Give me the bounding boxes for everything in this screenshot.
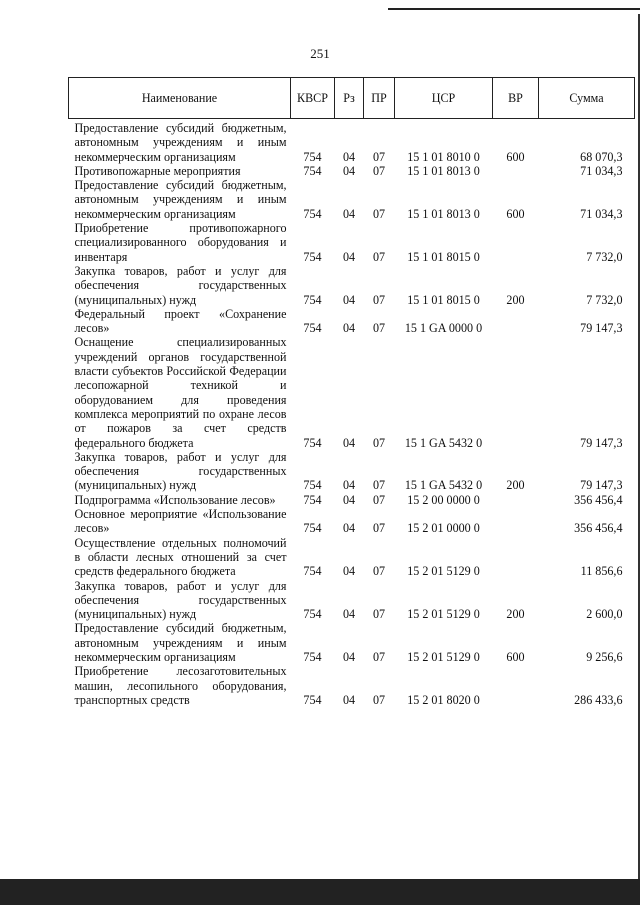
row-rz: 04 [342,607,356,622]
row-pr: 07 [372,607,386,622]
row-rz: 04 [342,649,356,664]
row-rz: 04 [342,163,356,178]
row-csr: 15 2 01 0000 0 [407,521,480,536]
row-sum: 79 147,3 [580,435,623,450]
row-sum: 79 147,3 [580,478,623,493]
row-sum: 9 256,6 [586,649,623,664]
row-pr: 07 [372,492,386,507]
row-name: Основное мероприятие «Использование лесов» [74,507,287,536]
row-vr [493,664,539,707]
row-name: Федеральный проект «Сохранение лесов» [74,306,287,336]
header-pr: ПР [364,78,395,119]
row-csr: 15 1 GA 0000 0 [404,321,483,336]
row-name: Закупка товаров, работ и услуг для обеспечения государственных (муниципальных) нужд [74,263,287,307]
row-vr [493,507,539,536]
row-csr: 15 1 01 8015 0 [407,292,480,307]
row-pr: 07 [372,149,386,164]
table-header-row [69,78,635,119]
row-vr: 600 [506,206,525,221]
row-name: Предоставление субсидий бюджетным, автономным учреждениям и иным некоммерческим организациям [74,178,287,221]
row-rz: 04 [342,321,356,336]
row-sum: 68 070,3 [580,149,623,164]
row-name: Оснащение специализированных учреждений органов государственной власти субъектов Российской Федерации лесопожарной техникой и оборудованием для проведения комплекса мероприятий по охране лесов от пожаров за счет средств федерального бюджета [74,335,287,450]
row-pr: 07 [372,321,386,336]
top-rule [388,8,640,10]
row-sum: 79 147,3 [580,321,623,336]
row-rz: 04 [342,206,356,221]
row-name: Предоставление субсидий бюджетным, автономным учреждениям и иным некоммерческим организациям [74,121,287,164]
row-pr: 07 [372,521,386,536]
row-kvsr: 754 [303,292,322,307]
row-vr [493,536,539,579]
row-kvsr: 754 [303,206,322,221]
row-name: Противопожарные мероприятия [74,163,241,178]
row-csr: 15 2 00 0000 0 [407,492,480,507]
row-sum: 356 456,4 [574,492,623,507]
row-csr: 15 2 01 5129 0 [407,649,480,664]
table-row [69,493,635,507]
row-name: Закупка товаров, работ и услуг для обеспечения государственных (муниципальных) нужд [74,449,287,493]
row-sum: 286 433,6 [574,692,623,707]
row-kvsr: 754 [303,521,322,536]
row-sum: 71 034,3 [580,206,623,221]
budget-table [68,77,635,707]
row-name: Предоставление субсидий бюджетным, автономным учреждениям и иным некоммерческим организациям [74,621,287,664]
header-sum: Сумма [539,78,635,119]
row-kvsr: 754 [303,564,322,579]
table-row [69,507,635,536]
row-name: Приобретение противопожарного специализированного оборудования и инвентаря [74,221,287,264]
table-row [69,664,635,707]
row-rz: 04 [342,692,356,707]
row-rz: 04 [342,249,356,264]
row-vr [493,164,539,178]
row-pr: 07 [372,564,386,579]
row-rz: 04 [342,149,356,164]
row-sum: 7 732,0 [586,292,623,307]
row-vr: 200 [506,292,525,307]
row-csr: 15 1 01 8010 0 [407,149,480,164]
row-pr: 07 [372,435,386,450]
row-rz: 04 [342,521,356,536]
row-kvsr: 754 [303,692,322,707]
row-csr: 15 1 GA 5432 0 [404,435,483,450]
row-pr: 07 [372,649,386,664]
table-row [69,264,635,307]
row-sum: 11 856,6 [580,564,623,579]
row-csr: 15 1 01 8015 0 [407,249,480,264]
row-vr: 600 [506,649,525,664]
header-csr: ЦСР [395,78,493,119]
row-kvsr: 754 [303,435,322,450]
row-vr [493,307,539,336]
table-row [69,450,635,493]
table-row [69,221,635,264]
row-vr [493,493,539,507]
table-row [69,536,635,579]
row-vr: 600 [506,149,525,164]
table-row [69,178,635,221]
row-rz: 04 [342,292,356,307]
row-vr: 200 [506,478,525,493]
row-name: Закупка товаров, работ и услуг для обеспечения государственных (муниципальных) нужд [74,578,287,622]
row-pr: 07 [372,292,386,307]
row-csr: 15 1 01 8013 0 [407,163,480,178]
row-csr: 15 2 01 5129 0 [407,564,480,579]
row-csr: 15 2 01 8020 0 [407,692,480,707]
row-sum: 7 732,0 [586,249,623,264]
row-vr: 200 [506,607,525,622]
row-name: Приобретение лесозаготовительных машин, лесопильного оборудования, транспортных средств [74,664,287,707]
row-kvsr: 754 [303,163,322,178]
row-kvsr: 754 [303,607,322,622]
row-kvsr: 754 [303,149,322,164]
row-name: Осуществление отдельных полномочий в области лесных отношений за счет средств федерального бюджета [74,535,287,579]
row-rz: 04 [342,492,356,507]
header-name: Наименование [69,78,291,119]
row-vr [493,221,539,264]
row-rz: 04 [342,564,356,579]
row-sum: 356 456,4 [574,521,623,536]
table-row [69,579,635,622]
row-pr: 07 [372,206,386,221]
row-pr: 07 [372,478,386,493]
table-row [69,621,635,664]
row-kvsr: 754 [303,478,322,493]
row-pr: 07 [372,692,386,707]
row-kvsr: 754 [303,649,322,664]
scan-bottom-edge [0,879,640,905]
row-pr: 07 [372,249,386,264]
row-name: Подпрограмма «Использование лесов» [74,492,276,507]
row-sum: 71 034,3 [580,163,623,178]
header-rz: Рз [335,78,364,119]
row-rz: 04 [342,435,356,450]
row-vr [493,335,539,449]
header-kvsr: КВСР [291,78,335,119]
table-row [69,335,635,449]
row-kvsr: 754 [303,492,322,507]
row-kvsr: 754 [303,321,322,336]
row-sum: 2 600,0 [586,607,623,622]
table-row [69,119,635,164]
row-rz: 04 [342,478,356,493]
row-kvsr: 754 [303,249,322,264]
row-csr: 15 1 01 8013 0 [407,206,480,221]
page-number: 251 [310,46,330,61]
row-csr: 15 1 GA 5432 0 [404,478,483,493]
table-row [69,164,635,178]
row-csr: 15 2 01 5129 0 [407,607,480,622]
table-row [69,307,635,336]
row-pr: 07 [372,163,386,178]
header-vr: ВР [493,78,539,119]
